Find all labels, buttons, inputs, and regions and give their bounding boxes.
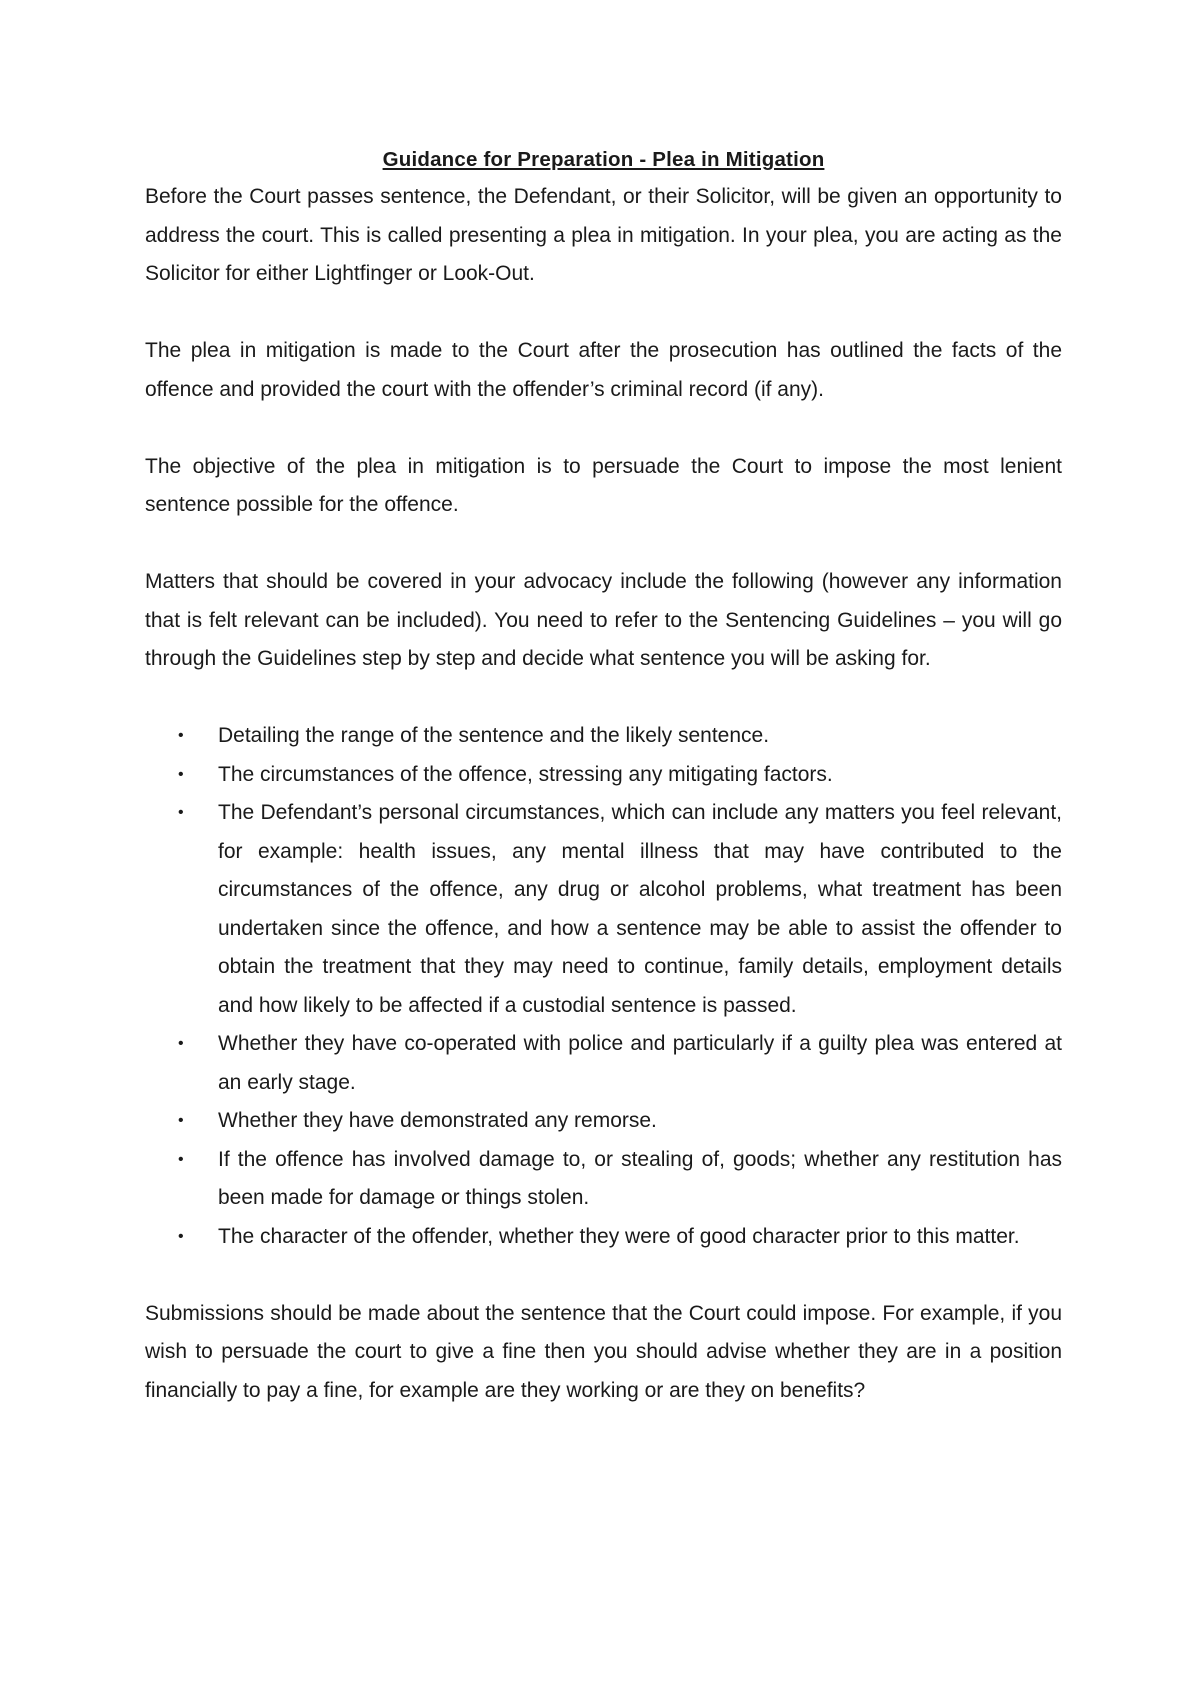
list-item: • The Defendant’s personal circumstances, which can include any matters you feel relevant, for example: health issues, any mental illness that may have contributed to the circumstances of the offence, any drug or alcohol problems, what treatment has been undertaken since the offence, and how a sentence may be able to assist the offender to obtain the treatment that they may need to continue, family details, employment details and how likely to be affected if a custodial sentence is passed. <box>218 794 1062 1025</box>
list-item: • Whether they have co-operated with police and particularly if a guilty plea was entered at an early stage. <box>218 1025 1062 1102</box>
bullet-icon: • <box>178 765 184 783</box>
list-item: • The character of the offender, whether they were of good character prior to this matter. <box>218 1218 1062 1257</box>
page-title: Guidance for Preparation - Plea in Mitigation <box>382 148 825 171</box>
intro-paragraph: Before the Court passes sentence, the Defendant, or their Solicitor, will be given an opportunity to address the court. This is called presenting a plea in mitigation. In your plea, you are acting as the Solicitor for either Lightfinger or Look-Out. <box>145 185 1062 285</box>
list-item: • The circumstances of the offence, stressing any mitigating factors. <box>218 756 1062 795</box>
bullet-icon: • <box>178 1112 184 1129</box>
submissions-paragraph: Submissions should be made about the sentence that the Court could impose. For example, if you wish to persuade the court to give a fine then you should advise whether they are in a position financially to pay a fine, for example are they working or are they on benefits? <box>145 1301 1062 1402</box>
matters-paragraph: Matters that should be covered in your advocacy include the following (however any information that is felt relevant can be included). You need to refer to the Sentencing Guidelines – you will go through the Guidelines step by step and decide what sentence you will be asking for. <box>145 570 1062 670</box>
document-page <box>145 142 1062 1449</box>
matters-list <box>145 717 1062 1256</box>
list-item: • If the offence has involved damage to, or stealing of, goods; whether any restitution has been made for damage or things stolen. <box>218 1141 1062 1218</box>
list-item: • Detailing the range of the sentence and the likely sentence. <box>218 717 1062 756</box>
objective-paragraph: The objective of the plea in mitigation is to persuade the Court to impose the most lenient sentence possible for the offence. <box>145 454 1062 516</box>
list-item: • Whether they have demonstrated any remorse. <box>218 1102 1062 1141</box>
bullet-icon: • <box>178 1227 184 1245</box>
bullet-icon: • <box>178 1035 184 1052</box>
bullet-icon: • <box>178 1150 184 1168</box>
bullet-icon: • <box>178 727 184 744</box>
bullet-icon: • <box>178 804 184 821</box>
plea-timing-paragraph: The plea in mitigation is made to the Court after the prosecution has outlined the facts of the offence and provided the court with the offender’s criminal record (if any). <box>145 339 1062 401</box>
